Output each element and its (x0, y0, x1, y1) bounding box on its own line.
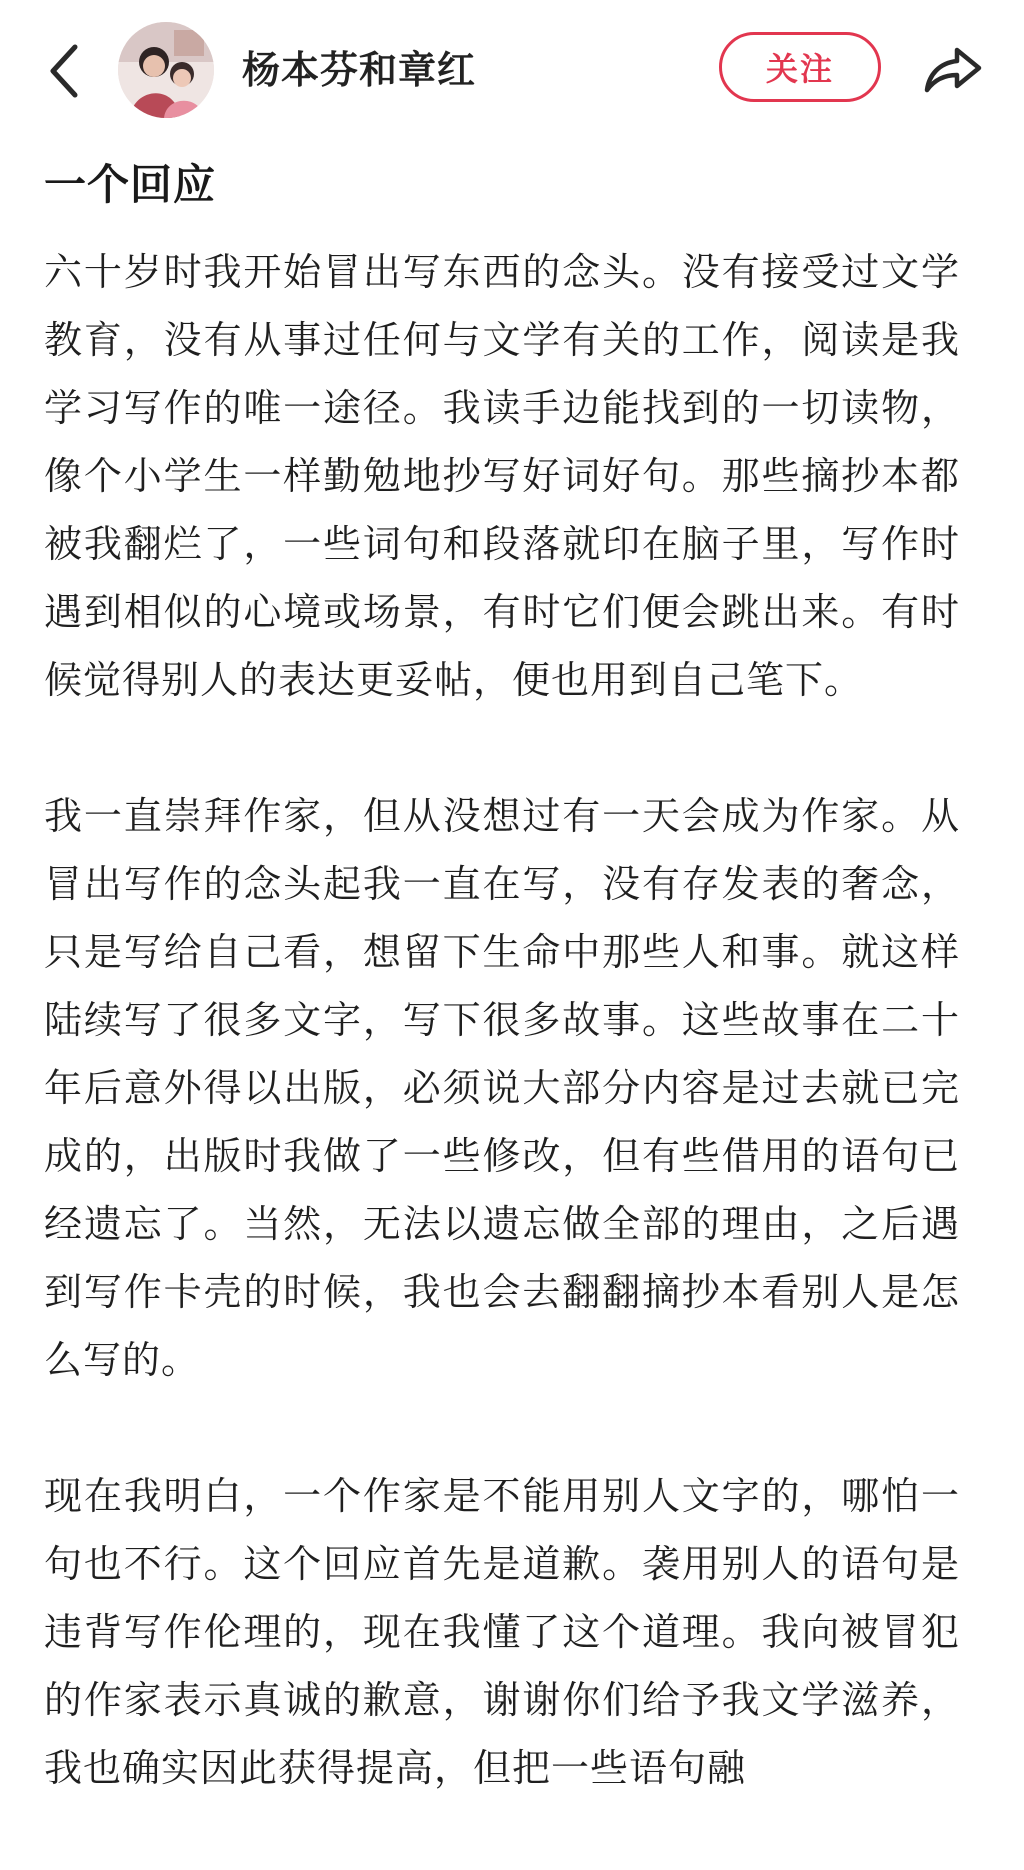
article-paragraph: 我一直崇拜作家，但从没想过有一天会成为作家。从冒出写作的念头起我一直在写，没有存发表的奢念，只是写给自己看，想留下生命中那些人和事。就这样陆续写了很多文字，写下很多故事。这些故事在二十年后意外得以出版，必须说大部分内容是过去就已完成的，出版时我做了一些修改，但有些借用的语句已经遗忘了。当然，无法以遗忘做全部的理由，之后遇到写作卡壳的时候，我也会去翻翻摘抄本看别人是怎么写的。 (44, 794, 960, 1382)
top-bar (0, 0, 1024, 140)
article-paragraph: 六十岁时我开始冒出写东西的念头。没有接受过文学教育，没有从事过任何与文学有关的工作，阅读是我学习写作的唯一途径。我读手边能找到的一切读物，像个小学生一样勤勉地抄写好词好句。那些摘抄本都被我翻烂了，一些词句和段落就印在脑子里，写作时遇到相似的心境或场景，有时它们便会跳出来。有时候觉得别人的表达更妥帖，便也用到自己笔下。 (44, 250, 960, 702)
share-arrow-icon (923, 44, 983, 96)
avatar[interactable] (118, 22, 214, 118)
chevron-left-icon (47, 43, 81, 99)
back-button[interactable] (36, 38, 92, 104)
article-title: 一个回应 (44, 160, 217, 209)
follow-button[interactable]: 关注 (719, 32, 881, 102)
article-paragraph: 现在我明白，一个作家是不能用别人文字的，哪怕一句也不行。这个回应首先是道歉。袭用别人的语句是违背写作伦理的，现在我懂了这个道理。我向被冒犯的作家表示真诚的歉意，谢谢你们给予我文学滋养，我也确实因此获得提高，但把一些语句融 (44, 1474, 960, 1790)
bottom-edge (0, 1817, 1024, 1851)
article-body (44, 238, 960, 1802)
share-button[interactable] (914, 36, 992, 104)
article (44, 152, 960, 1870)
user-avatar-photo (118, 22, 214, 118)
author-name[interactable]: 杨本芬和章红 (242, 48, 477, 92)
